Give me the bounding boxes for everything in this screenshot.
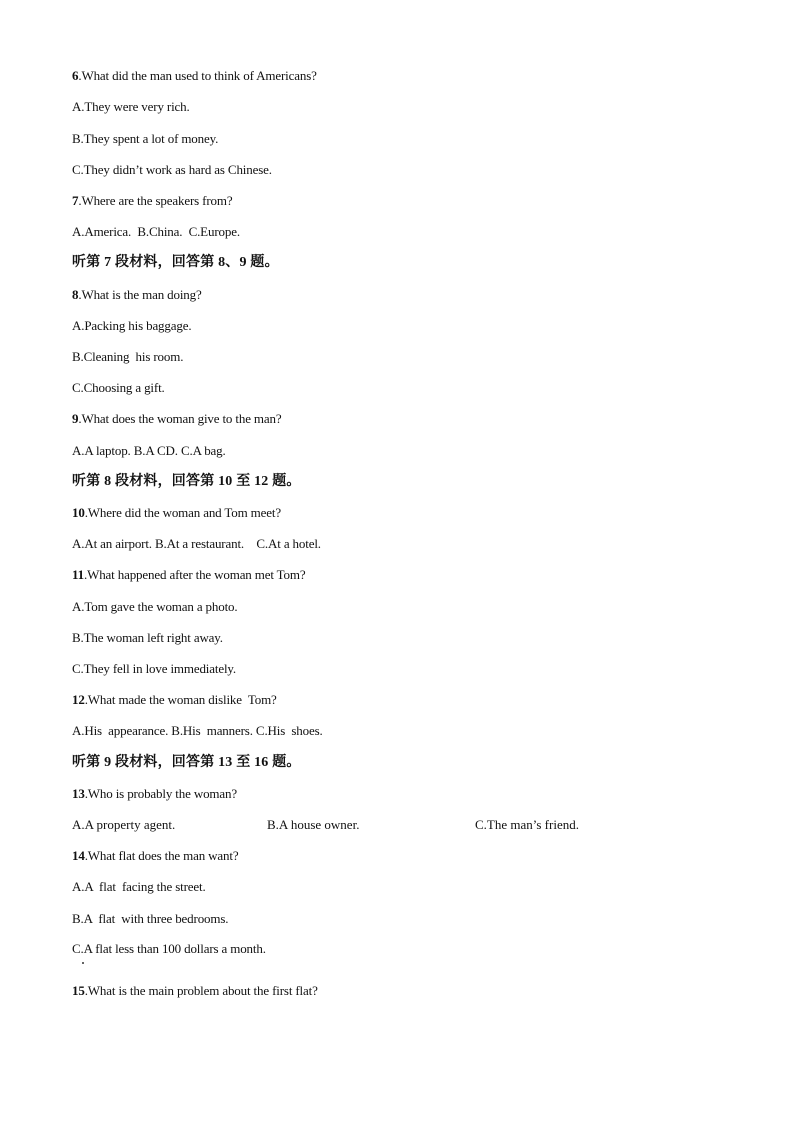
question-6 <box>72 68 317 84</box>
option-6b: B.They spent a lot of money. <box>72 131 219 146</box>
question-text: .Where did the woman and Tom meet? <box>84 505 281 520</box>
question-text: .What flat does the man want? <box>84 848 239 863</box>
option-14c: C.A flat less than 100 dollars a month. <box>72 941 266 956</box>
question-text: .What is the main problem about the first flat? <box>84 983 318 998</box>
question-text: .What happened after the woman met Tom? <box>83 567 306 582</box>
option-8b: B.Cleaning his room. <box>72 349 184 364</box>
question-text: .Where are the speakers from? <box>78 193 233 208</box>
question-12 <box>72 692 277 708</box>
option-13a: A.A property agent. <box>72 817 176 832</box>
options-12: A.His appearance. B.His manners. C.His shoes. <box>72 723 323 738</box>
question-text: .Who is probably the woman? <box>84 786 237 801</box>
option-14a: A.A flat facing the street. <box>72 879 206 894</box>
option-8a: A.Packing his baggage. <box>72 318 192 333</box>
options-10: A.At an airport. B.At a restaurant. C.At a hotel. <box>72 536 321 551</box>
question-text: .What is the man doing? <box>78 287 202 302</box>
stray-mark <box>82 962 84 964</box>
question-number: 7 <box>72 193 79 208</box>
question-11 <box>72 567 305 583</box>
option-11c: C.They fell in love immediately. <box>72 661 237 676</box>
options-9: A.A laptop. B.A CD. C.A bag. <box>72 443 226 458</box>
question-number: 9 <box>72 411 79 426</box>
option-8c: C.Choosing a gift. <box>72 380 165 395</box>
option-14b: B.A flat with three bedrooms. <box>72 911 229 926</box>
question-number: 10 <box>72 505 85 520</box>
option-13b: B.A house owner. <box>267 817 360 832</box>
question-8 <box>72 287 202 303</box>
question-text: .What made the woman dislike Tom? <box>84 692 277 707</box>
option-11a: A.Tom gave the woman a photo. <box>72 599 238 614</box>
section-heading-7: 听第 7 段材料，回答第 8、9 题。 <box>72 255 279 270</box>
section-heading-8: 听第 8 段材料，回答第 10 至 12 题。 <box>72 474 301 489</box>
question-number: 14 <box>72 848 85 863</box>
option-6c: C.They didn’t work as hard as Chinese. <box>72 162 272 177</box>
option-13c: C.The man’s friend. <box>475 817 579 832</box>
question-text: .What did the man used to think of Americans? <box>78 68 317 83</box>
section-heading-9: 听第 9 段材料，回答第 13 至 16 题。 <box>72 755 301 770</box>
question-number: 15 <box>72 983 85 998</box>
option-6a: A.They were very rich. <box>72 99 190 114</box>
question-number: 11 <box>72 567 84 582</box>
question-number: 13 <box>72 786 85 801</box>
option-11b: B.The woman left right away. <box>72 630 223 645</box>
question-13 <box>72 786 237 802</box>
question-14 <box>72 848 238 864</box>
question-number: 12 <box>72 692 85 707</box>
question-7 <box>72 193 232 209</box>
question-10 <box>72 505 281 521</box>
question-number: 6 <box>72 68 79 83</box>
options-7: A.America. B.China. C.Europe. <box>72 224 240 239</box>
question-number: 8 <box>72 287 79 302</box>
question-15 <box>72 983 318 999</box>
question-text: .What does the woman give to the man? <box>78 411 282 426</box>
question-9 <box>72 411 281 427</box>
